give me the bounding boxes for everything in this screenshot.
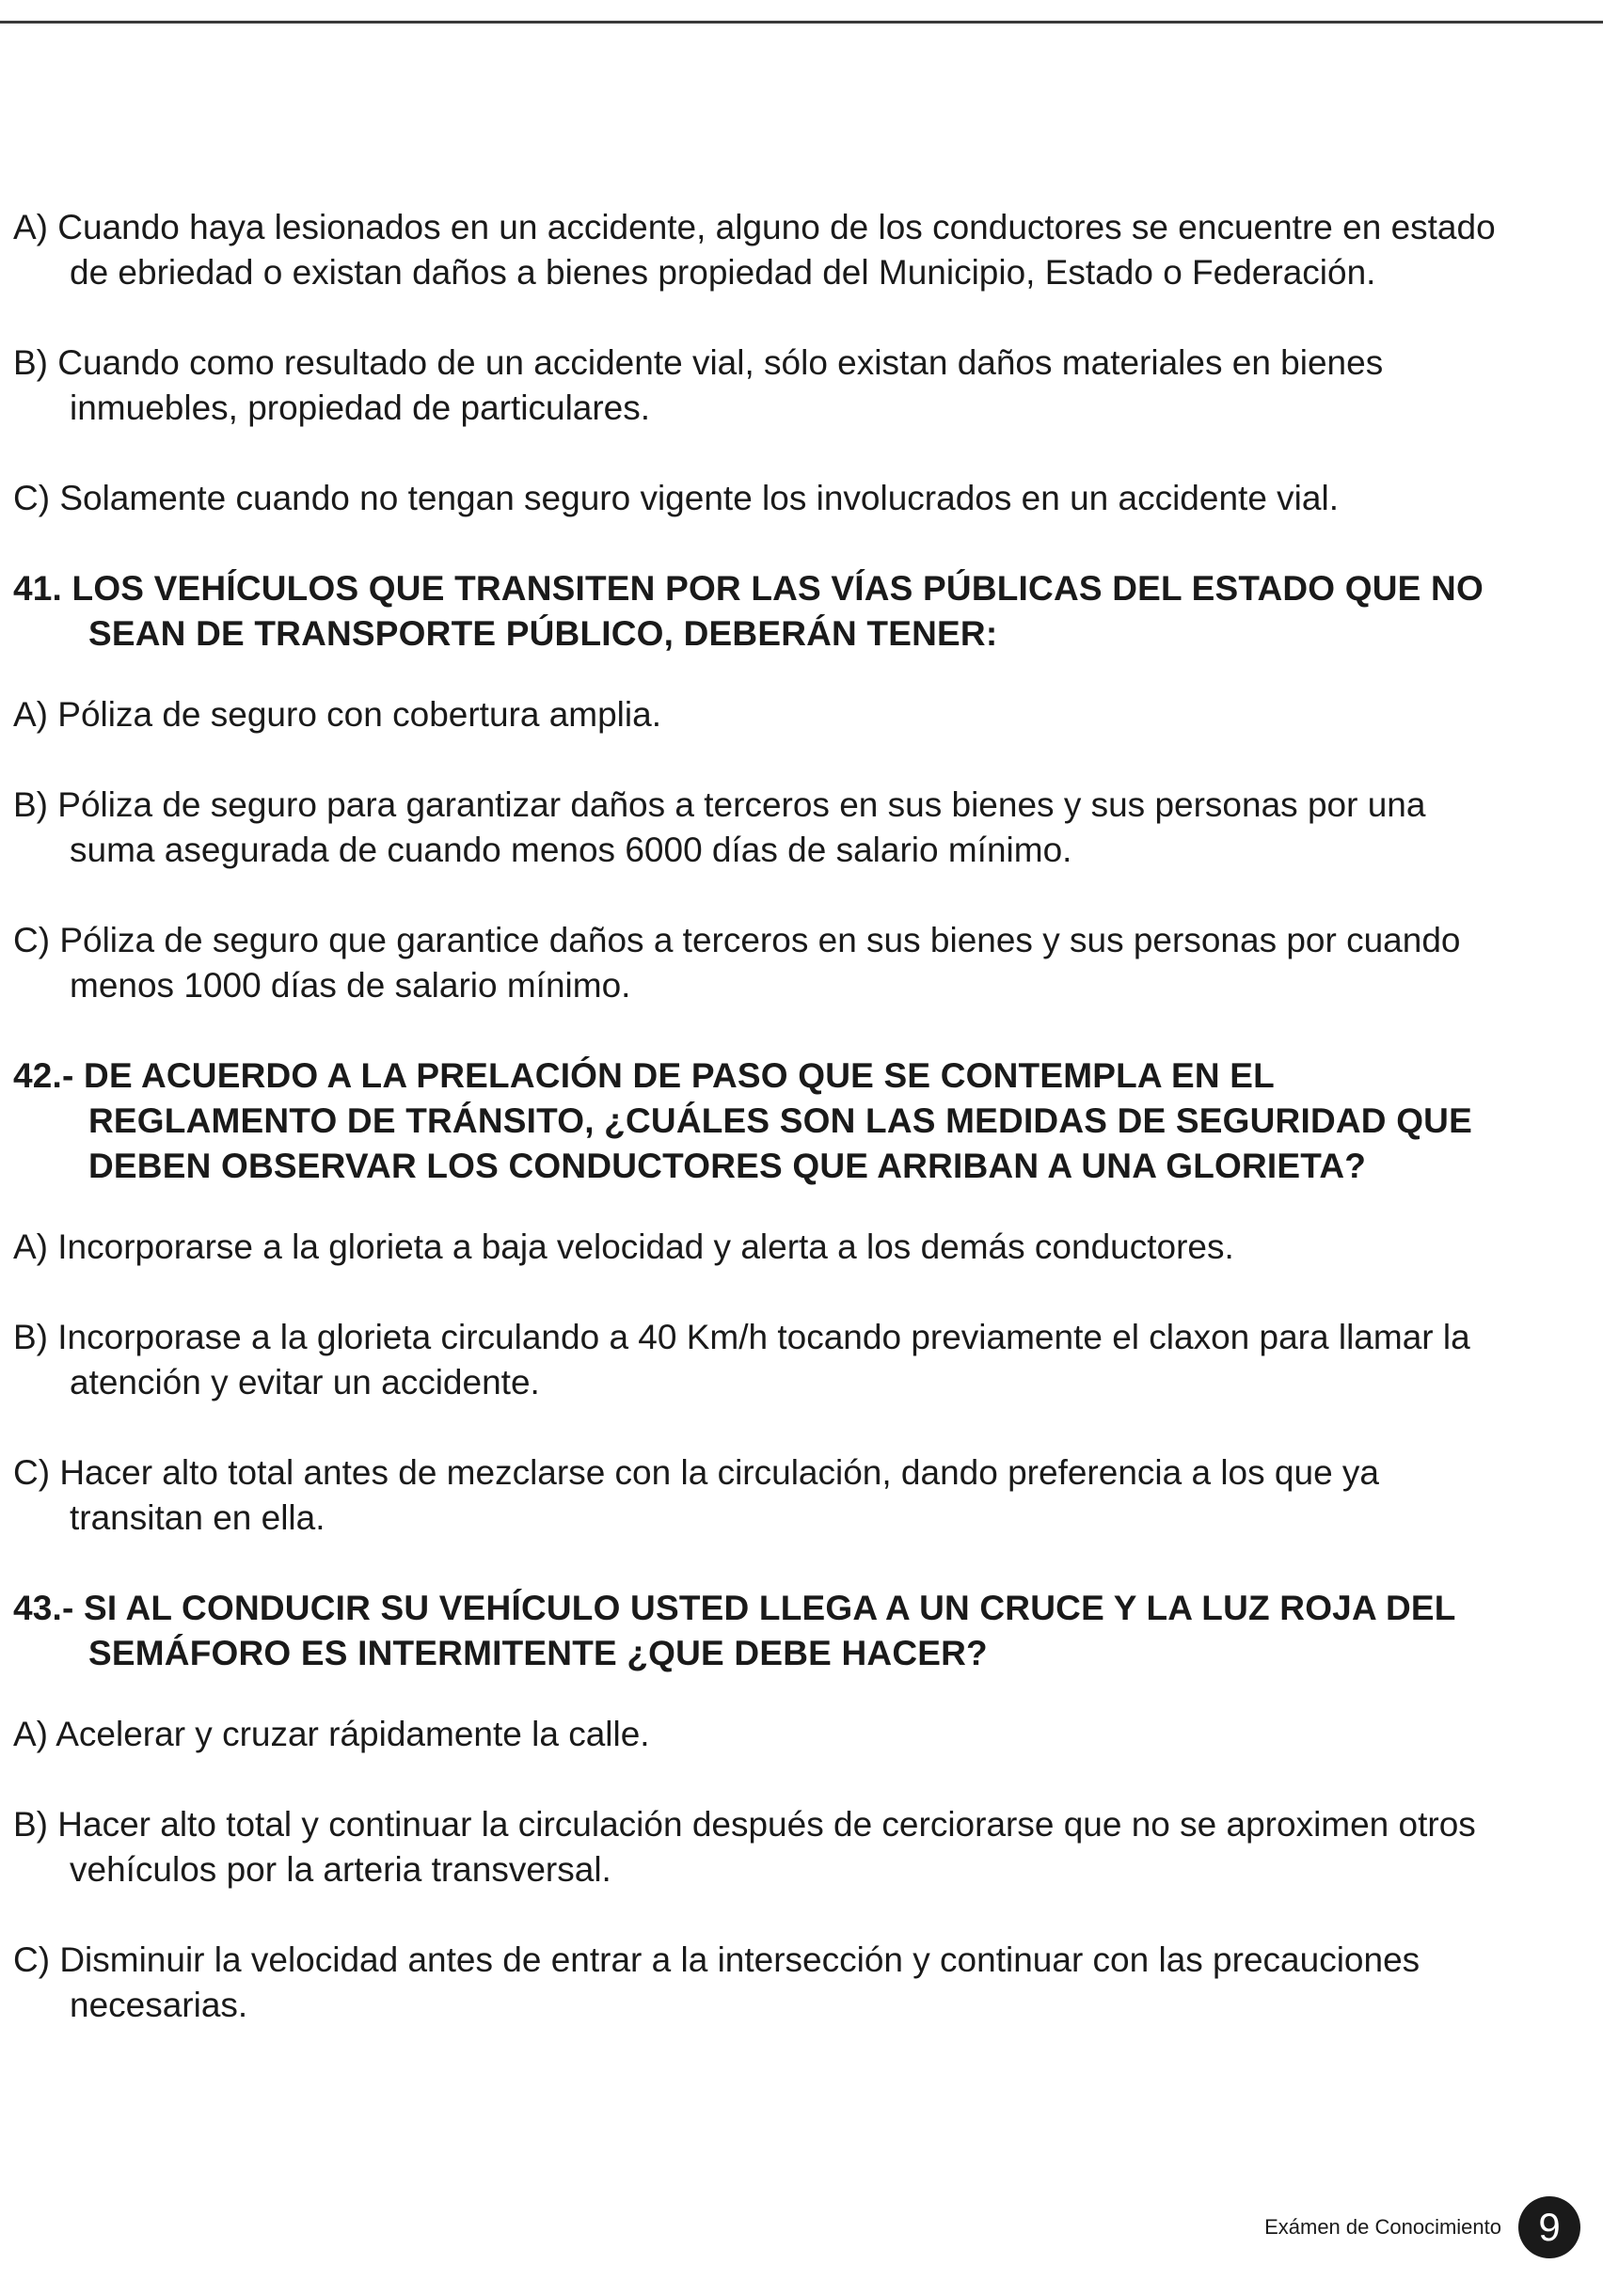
q41-option-c bbox=[13, 918, 1518, 1008]
option-text: Póliza de seguro que garantice daños a terceros en sus bienes y sus personas por cuando menos 1000 días de salario mínimo. bbox=[59, 921, 1461, 1005]
option-text: Póliza de seguro con cobertura amplia. bbox=[57, 695, 661, 734]
question-41 bbox=[13, 566, 1518, 657]
q42-option-b bbox=[13, 1315, 1518, 1405]
option-letter: A) bbox=[13, 1227, 48, 1266]
question-number: 41. bbox=[13, 569, 63, 608]
q40-option-b bbox=[13, 340, 1518, 431]
option-letter: B) bbox=[13, 785, 48, 824]
q40-option-a bbox=[13, 205, 1518, 295]
option-letter: A) bbox=[13, 1715, 48, 1753]
option-letter: A) bbox=[13, 208, 48, 246]
question-text: DE ACUERDO A LA PRELACIÓN DE PASO QUE SE CONTEMPLA EN EL REGLAMENTO DE TRÁNSITO, ¿CUÁLES SON LAS MEDIDAS DE SEGURIDAD QUE DEBEN OBSERVAR LOS CONDUCTORES QUE ARRIBAN A UNA GLORIETA? bbox=[84, 1056, 1472, 1185]
question-text: SI AL CONDUCIR SU VEHÍCULO USTED LLEGA A UN CRUCE Y LA LUZ ROJA DEL SEMÁFORO ES INTERMITENTE ¿QUE DEBE HACER? bbox=[84, 1589, 1455, 1672]
question-number: 43.- bbox=[13, 1589, 74, 1627]
question-42 bbox=[13, 1053, 1518, 1189]
footer-label: Exámen de Conocimiento bbox=[1264, 2215, 1501, 2239]
question-43 bbox=[13, 1586, 1518, 1676]
option-letter: C) bbox=[13, 1453, 51, 1492]
option-text: Acelerar y cruzar rápidamente la calle. bbox=[56, 1715, 650, 1753]
option-text: Incorporase a la glorieta circulando a 40 Km/h tocando previamente el claxon para llamar la atención y evitar un accidente. bbox=[57, 1318, 1470, 1401]
option-letter: B) bbox=[13, 343, 48, 382]
option-text: Hacer alto total y continuar la circulación después de cerciorarse que no se aproximen otros vehículos por la arteria transversal. bbox=[57, 1805, 1476, 1889]
q43-option-a bbox=[13, 1712, 1518, 1757]
option-text: Póliza de seguro para garantizar daños a terceros en sus bienes y sus personas por una suma asegurada de cuando menos 6000 días de salario mínimo. bbox=[57, 785, 1426, 869]
top-rule bbox=[0, 21, 1603, 24]
question-number: 42.- bbox=[13, 1056, 74, 1095]
q41-option-a bbox=[13, 692, 1518, 737]
question-text: LOS VEHÍCULOS QUE TRANSITEN POR LAS VÍAS PÚBLICAS DEL ESTADO QUE NO SEAN DE TRANSPORTE PÚBLICO, DEBERÁN TENER: bbox=[71, 569, 1484, 653]
q43-option-c bbox=[13, 1938, 1518, 2028]
q40-option-c bbox=[13, 476, 1518, 521]
page-number-badge: 9 bbox=[1518, 2196, 1580, 2258]
page-footer bbox=[1264, 2196, 1580, 2258]
option-letter: B) bbox=[13, 1805, 48, 1844]
q42-option-c bbox=[13, 1450, 1518, 1541]
option-letter: C) bbox=[13, 1940, 51, 1979]
option-text: Cuando como resultado de un accidente vial, sólo existan daños materiales en bienes inmuebles, propiedad de particulares. bbox=[57, 343, 1384, 427]
option-text: Disminuir la velocidad antes de entrar a la intersección y continuar con las precauciones necesarias. bbox=[59, 1940, 1420, 2024]
option-text: Cuando haya lesionados en un accidente, alguno de los conductores se encuentre en estado de ebriedad o existan daños a bienes propiedad del Municipio, Estado o Federación. bbox=[57, 208, 1496, 292]
q42-option-a bbox=[13, 1225, 1518, 1270]
page-content bbox=[13, 205, 1518, 2073]
option-text: Incorporarse a la glorieta a baja velocidad y alerta a los demás conductores. bbox=[57, 1227, 1234, 1266]
option-letter: C) bbox=[13, 921, 51, 959]
q41-option-b bbox=[13, 783, 1518, 873]
option-letter: C) bbox=[13, 479, 51, 517]
option-letter: B) bbox=[13, 1318, 48, 1356]
option-text: Hacer alto total antes de mezclarse con la circulación, dando preferencia a los que ya transitan en ella. bbox=[59, 1453, 1380, 1537]
option-text: Solamente cuando no tengan seguro vigente los involucrados en un accidente vial. bbox=[59, 479, 1339, 517]
q43-option-b bbox=[13, 1802, 1518, 1892]
option-letter: A) bbox=[13, 695, 48, 734]
